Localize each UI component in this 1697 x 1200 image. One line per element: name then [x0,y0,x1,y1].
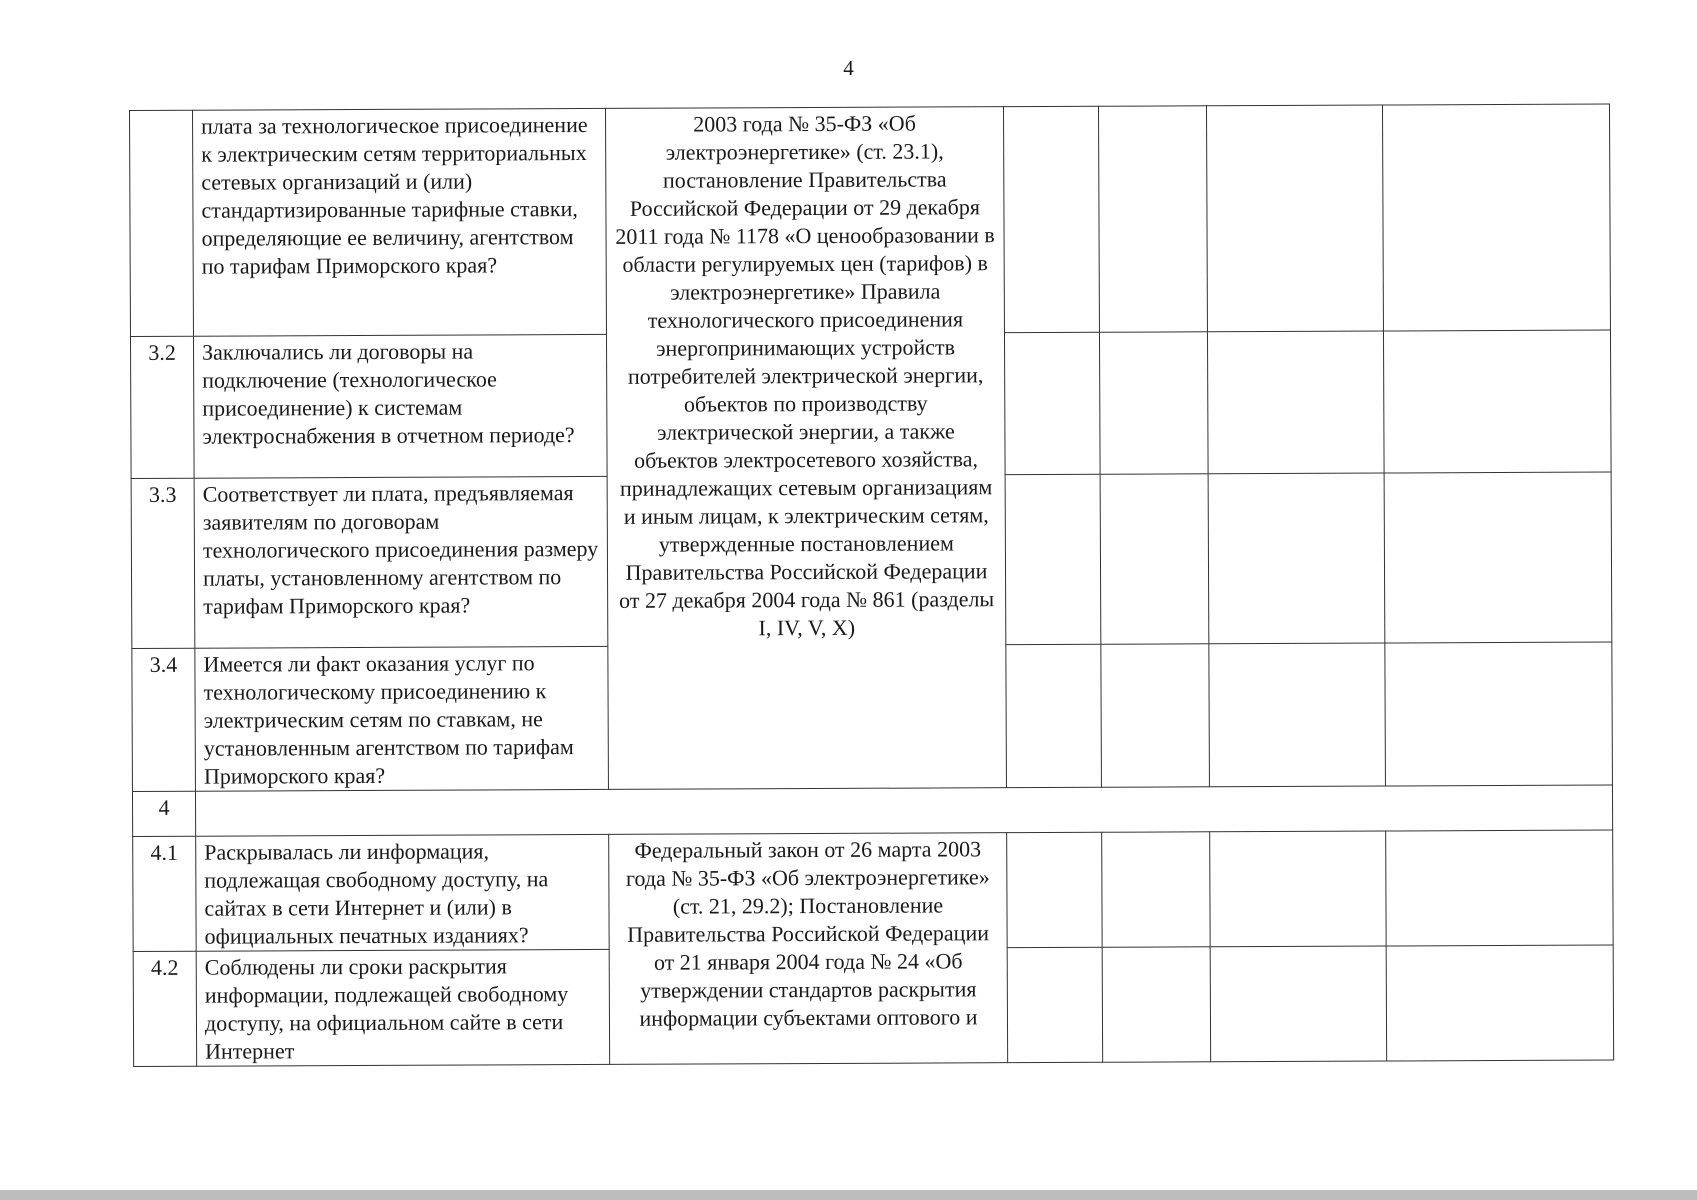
notes-cell[interactable] [1386,945,1613,1061]
answer-na-cell[interactable] [1208,473,1385,644]
row-number: 3.3 [131,478,195,648]
row-number [130,110,194,336]
answer-yes-cell[interactable] [1007,947,1103,1062]
notes-cell[interactable] [1384,472,1612,643]
table-row [133,830,1613,951]
row-number: 3.4 [132,648,196,791]
question-text: плата за технологическое присоединение к электрическим сетям территориальных сетевых организаций и (или) стандартизированные тарифные ставки, определяющие ее величину, агентством по тарифам Приморского края? [193,108,607,336]
answer-no-cell[interactable] [1099,332,1208,474]
row-number: 3.2 [130,336,194,478]
scan-edge [0,1190,1697,1200]
page-number: 4 [843,56,854,80]
legal-reference: 2003 года № 35-ФЗ «Об электроэнергетике» (ст. 23.1), постановление Правительства Российской Федерации от 29 декабря 2011 года № 1178 «О ценообразовании в области регулируемых цен (тарифов) в электроэнергетике» Правила технологического присоединения энергопринимающих устройств потребителей электрической энергии, объектов по производству электрической энергии, а также объектов электросетевого хозяйства, принадлежащих сетевым организациям и иным лицам, к электрическим сетям, утвержденные постановлением Правительства Российской Федерации от 27 декабря 2004 года № 861 (разделы I, IV, V, X) [605,107,1006,790]
answer-na-cell[interactable] [1209,643,1386,787]
legal-reference: Федеральный закон от 26 марта 2003 года № 35-ФЗ «Об электроэнергетике» (ст. 21, 29.2); Постановление Правительства Российской Федерации от 21 января 2004 года № 24 «Об утверждении стандартов раскрытия информации субъектами оптового и [609,833,1008,1065]
answer-na-cell[interactable] [1210,946,1387,1062]
answer-na-cell[interactable] [1210,831,1387,947]
notes-cell[interactable] [1383,330,1611,473]
question-text: Имеется ли факт оказания услуг по технологическому присоединению к электрическим сетям по ставкам, не установленным агентством по тарифам Приморского края? [195,646,609,791]
section-row [132,785,1612,836]
answer-no-cell[interactable] [1098,106,1207,332]
answer-na-cell[interactable] [1206,105,1383,332]
answer-no-cell[interactable] [1102,832,1211,947]
answer-yes-cell[interactable] [1007,832,1103,947]
answer-no-cell[interactable] [1101,644,1210,787]
answer-no-cell[interactable] [1102,947,1211,1062]
notes-cell[interactable] [1382,104,1610,331]
question-text: Раскрывалась ли информация, подлежащая свободному доступу, на сайтах в сети Интернет и (или) в официальных печатных изданиях? [196,834,609,951]
question-text: Заключались ли договоры на подключение (технологическое присоединение) к системам электроснабжения в отчетном периоде? [193,334,607,478]
answer-no-cell[interactable] [1100,474,1209,644]
notes-cell[interactable] [1385,642,1613,786]
section-number: 4 [132,791,195,836]
answer-na-cell[interactable] [1207,331,1384,474]
question-text: Соответствует ли плата, предъявляемая заявителям по договорам технологического присоединения размеру платы, установленному агентством по тарифам Приморского края? [194,476,608,648]
checklist-table [129,104,1614,1067]
notes-cell[interactable] [1386,830,1613,946]
answer-yes-cell[interactable] [1006,644,1102,787]
answer-yes-cell[interactable] [1005,474,1101,644]
section-title [195,785,1612,836]
row-number: 4.2 [133,951,197,1066]
question-text: Соблюдены ли сроки раскрытия информации, подлежащей свободному доступу, на официальном сайте в сети Интернет [196,949,609,1066]
row-number: 4.1 [133,836,197,951]
answer-yes-cell[interactable] [1003,106,1099,332]
answer-yes-cell[interactable] [1004,332,1100,474]
table-row [130,104,1611,336]
